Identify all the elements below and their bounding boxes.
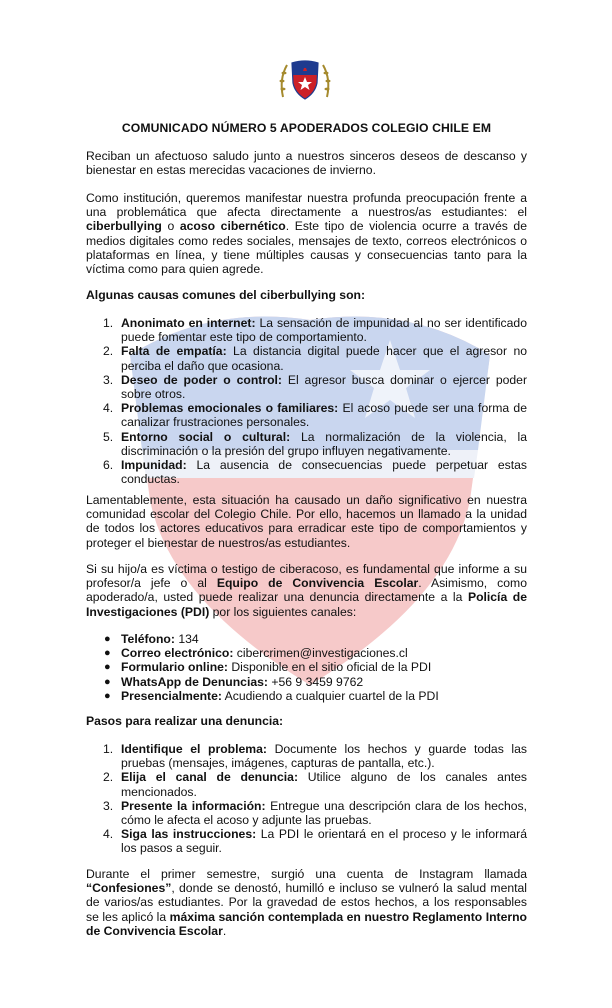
list-item: 4. Problemas emocionales o familiares: El acoso puede ser una forma de canalizar frustraciones personales. [103, 401, 527, 430]
greeting-paragraph: Reciban un afectuoso saludo junto a nuestros sinceros deseos de descanso y bienestar en estas merecidas vacaciones de invierno. [86, 149, 527, 178]
victim-paragraph: Si su hijo/a es víctima o testigo de ciberacoso, es fundamental que informe a su profesor/a jefe o al Equipo de Convivencia Escolar. Asimismo, como apoderado/a, usted puede realizar una denuncia directamente a la Policía de Investigaciones (PDI) por los siguientes canales: [86, 562, 527, 619]
intro-paragraph: Como institución, queremos manifestar nuestra profunda preocupación frente a una problemática que afecta directamente a nuestros/as estudiantes: el ciberbullying o acoso cibernético. Este tipo de violencia ocurre a través de medios digitales como redes sociales, mensajes de texto, correos electrónicos o plataformas en línea, y tiene múltiples causas y consecuencias tanto para la víctima como para quien agrede. [86, 191, 527, 277]
list-item: ● Presencialmente: Acudiendo a cualquier cuartel de la PDI [104, 688, 439, 703]
list-item: ● Correo electrónico: cibercrimen@investigaciones.cl [104, 646, 408, 661]
list-item: 1. Identifique el problema: Documente los hechos y guarde todas las pruebas (mensajes, imágenes, capturas de pantalla, etc.). [103, 742, 527, 771]
list-item: ● Teléfono: 134 [104, 632, 199, 646]
steps-heading: Pasos para realizar una denuncia: [86, 714, 284, 728]
list-item: 1. Anonimato en internet: La sensación de impunidad al no ser identificado puede fomentar este tipo de comportamiento. [103, 316, 527, 345]
list-item: 2. Elija el canal de denuncia: Utilice alguno de los canales antes mencionados. [103, 770, 527, 799]
list-item: ● WhatsApp de Denuncias: +56 9 3459 9762 [104, 674, 364, 689]
steps-list [86, 742, 527, 856]
list-item: 5. Entorno social o cultural: La normalización de la violencia, la discriminación o la presión del grupo influyen negativamente. [103, 429, 527, 458]
list-item: 4. Siga las instrucciones: La PDI le orientará en el proceso y le informará los pasos a seguir. [103, 827, 527, 856]
list-item: ● Formulario online: Disponible en el sitio oficial de la PDI [104, 660, 432, 675]
causes-list [86, 316, 527, 486]
school-crest-icon [277, 57, 333, 101]
causes-heading: Algunas causas comunes del ciberbullying son: [86, 288, 366, 302]
list-item: 2. Falta de empatía: La distancia digital puede hacer que el agresor no perciba el daño que ocasiona. [103, 344, 527, 373]
lament-paragraph: Lamentablemente, esta situación ha causado un daño significativo en nuestra comunidad escolar del Colegio Chile. Por ello, hacemos un llamado a la unidad de todos los actores educativos para erradicar este tipo de comportamientos y proteger el bienestar de nuestros/as estudiantes. [86, 493, 527, 550]
page-title: COMUNICADO NÚMERO 5 APODERADOS COLEGIO CHILE EM [121, 121, 492, 135]
list-item: 6. Impunidad: La ausencia de consecuencias puede perpetuar estas conductas. [103, 458, 527, 487]
list-item: 3. Presente la información: Entregue una descripción clara de los hechos, cómo le afecta el acoso y adjunte las pruebas. [103, 798, 528, 828]
closing-paragraph: Durante el primer semestre, surgió una cuenta de Instagram llamada “Confesiones”, donde se denostó, humilló e incluso se vulneró la salud mental de varios/as estudiantes. Por la gravedad de estos hechos, a los responsables se les aplicó la máxima sanción contemplada en nuestro Reglamento Interno de Convivencia Escolar. [86, 867, 528, 938]
list-item: 3. Deseo de poder o control: El agresor busca dominar o ejercer poder sobre otros. [103, 372, 527, 402]
channels-list [86, 632, 527, 703]
